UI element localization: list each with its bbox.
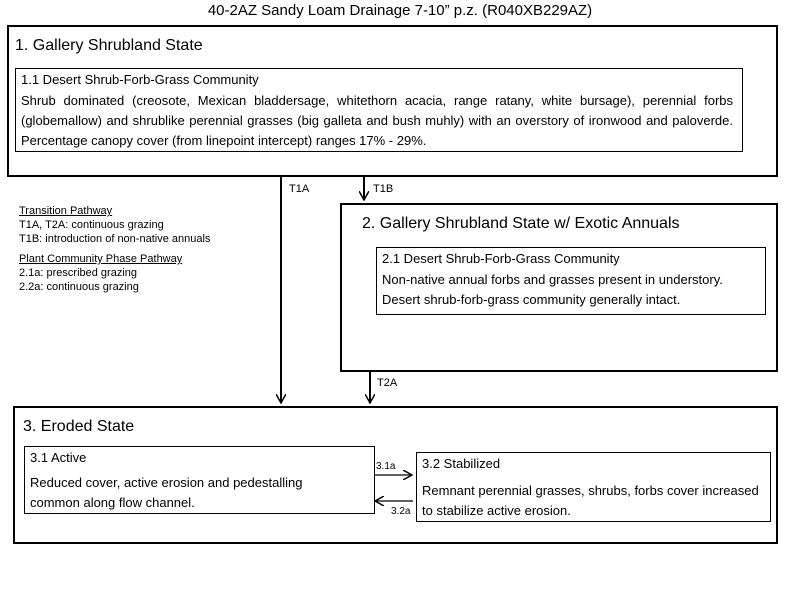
community-2-1-title: 2.1 Desert Shrub-Forb-Grass Community [382, 251, 620, 266]
legend-transition-1: T1A, T2A: continuous grazing [19, 219, 164, 231]
community-3-2-title: 3.2 Stabilized [422, 456, 501, 471]
community-3-2-description: Remnant perennial grasses, shrubs, forbs cover increased to stabilize active erosion. [422, 483, 759, 518]
legend-transition-heading: Transition Pathway [19, 205, 113, 217]
arrow-label-t1a: T1A [289, 183, 310, 195]
legend-phase-heading: Plant Community Phase Pathway [19, 253, 183, 265]
state-2-title: 2. Gallery Shrubland State w/ Exotic Annuals [362, 215, 680, 232]
legend-transition-2: T1B: introduction of non-native annuals [19, 233, 211, 245]
legend-phase-1: 2.1a: prescribed grazing [19, 267, 138, 279]
state-1-title: 1. Gallery Shrubland State [15, 37, 203, 54]
arrow-label-3-1a: 3.1a [376, 461, 396, 472]
diagram-title: 40-2AZ Sandy Loam Drainage 7-10” p.z. (R040XB229AZ) [207, 2, 593, 19]
community-2-1-line-1: Non-native annual forbs and grasses present in understory. [382, 272, 723, 287]
arrow-label-t1b: T1B [373, 183, 394, 195]
state-3-title: 3. Eroded State [23, 418, 135, 435]
arrow-label-3-2a: 3.2a [391, 506, 411, 517]
arrow-label-t2a: T2A [377, 377, 398, 389]
community-1-1-title: 1.1 Desert Shrub-Forb-Grass Community [21, 72, 259, 87]
community-3-1-title: 3.1 Active [30, 450, 87, 465]
community-3-1-description: Reduced cover, active erosion and pedestalling common along flow channel. [30, 475, 303, 510]
community-1-1-description: Shrub dominated (creosote, Mexican bladdersage, whitethorn acacia, range ratany, white bursage), perennial forbs (globemallow) and shrublike perennial grasses (big galleta and bush muhly) with an overstory of ironwood and paloverde. Percentage canopy cover (from linepoint intercept) ranges 17% - 29%. [21, 93, 733, 148]
legend-phase-2: 2.2a: continuous grazing [19, 281, 139, 293]
community-2-1-line-2: Desert shrub-forb-grass community generally intact. [382, 292, 681, 307]
